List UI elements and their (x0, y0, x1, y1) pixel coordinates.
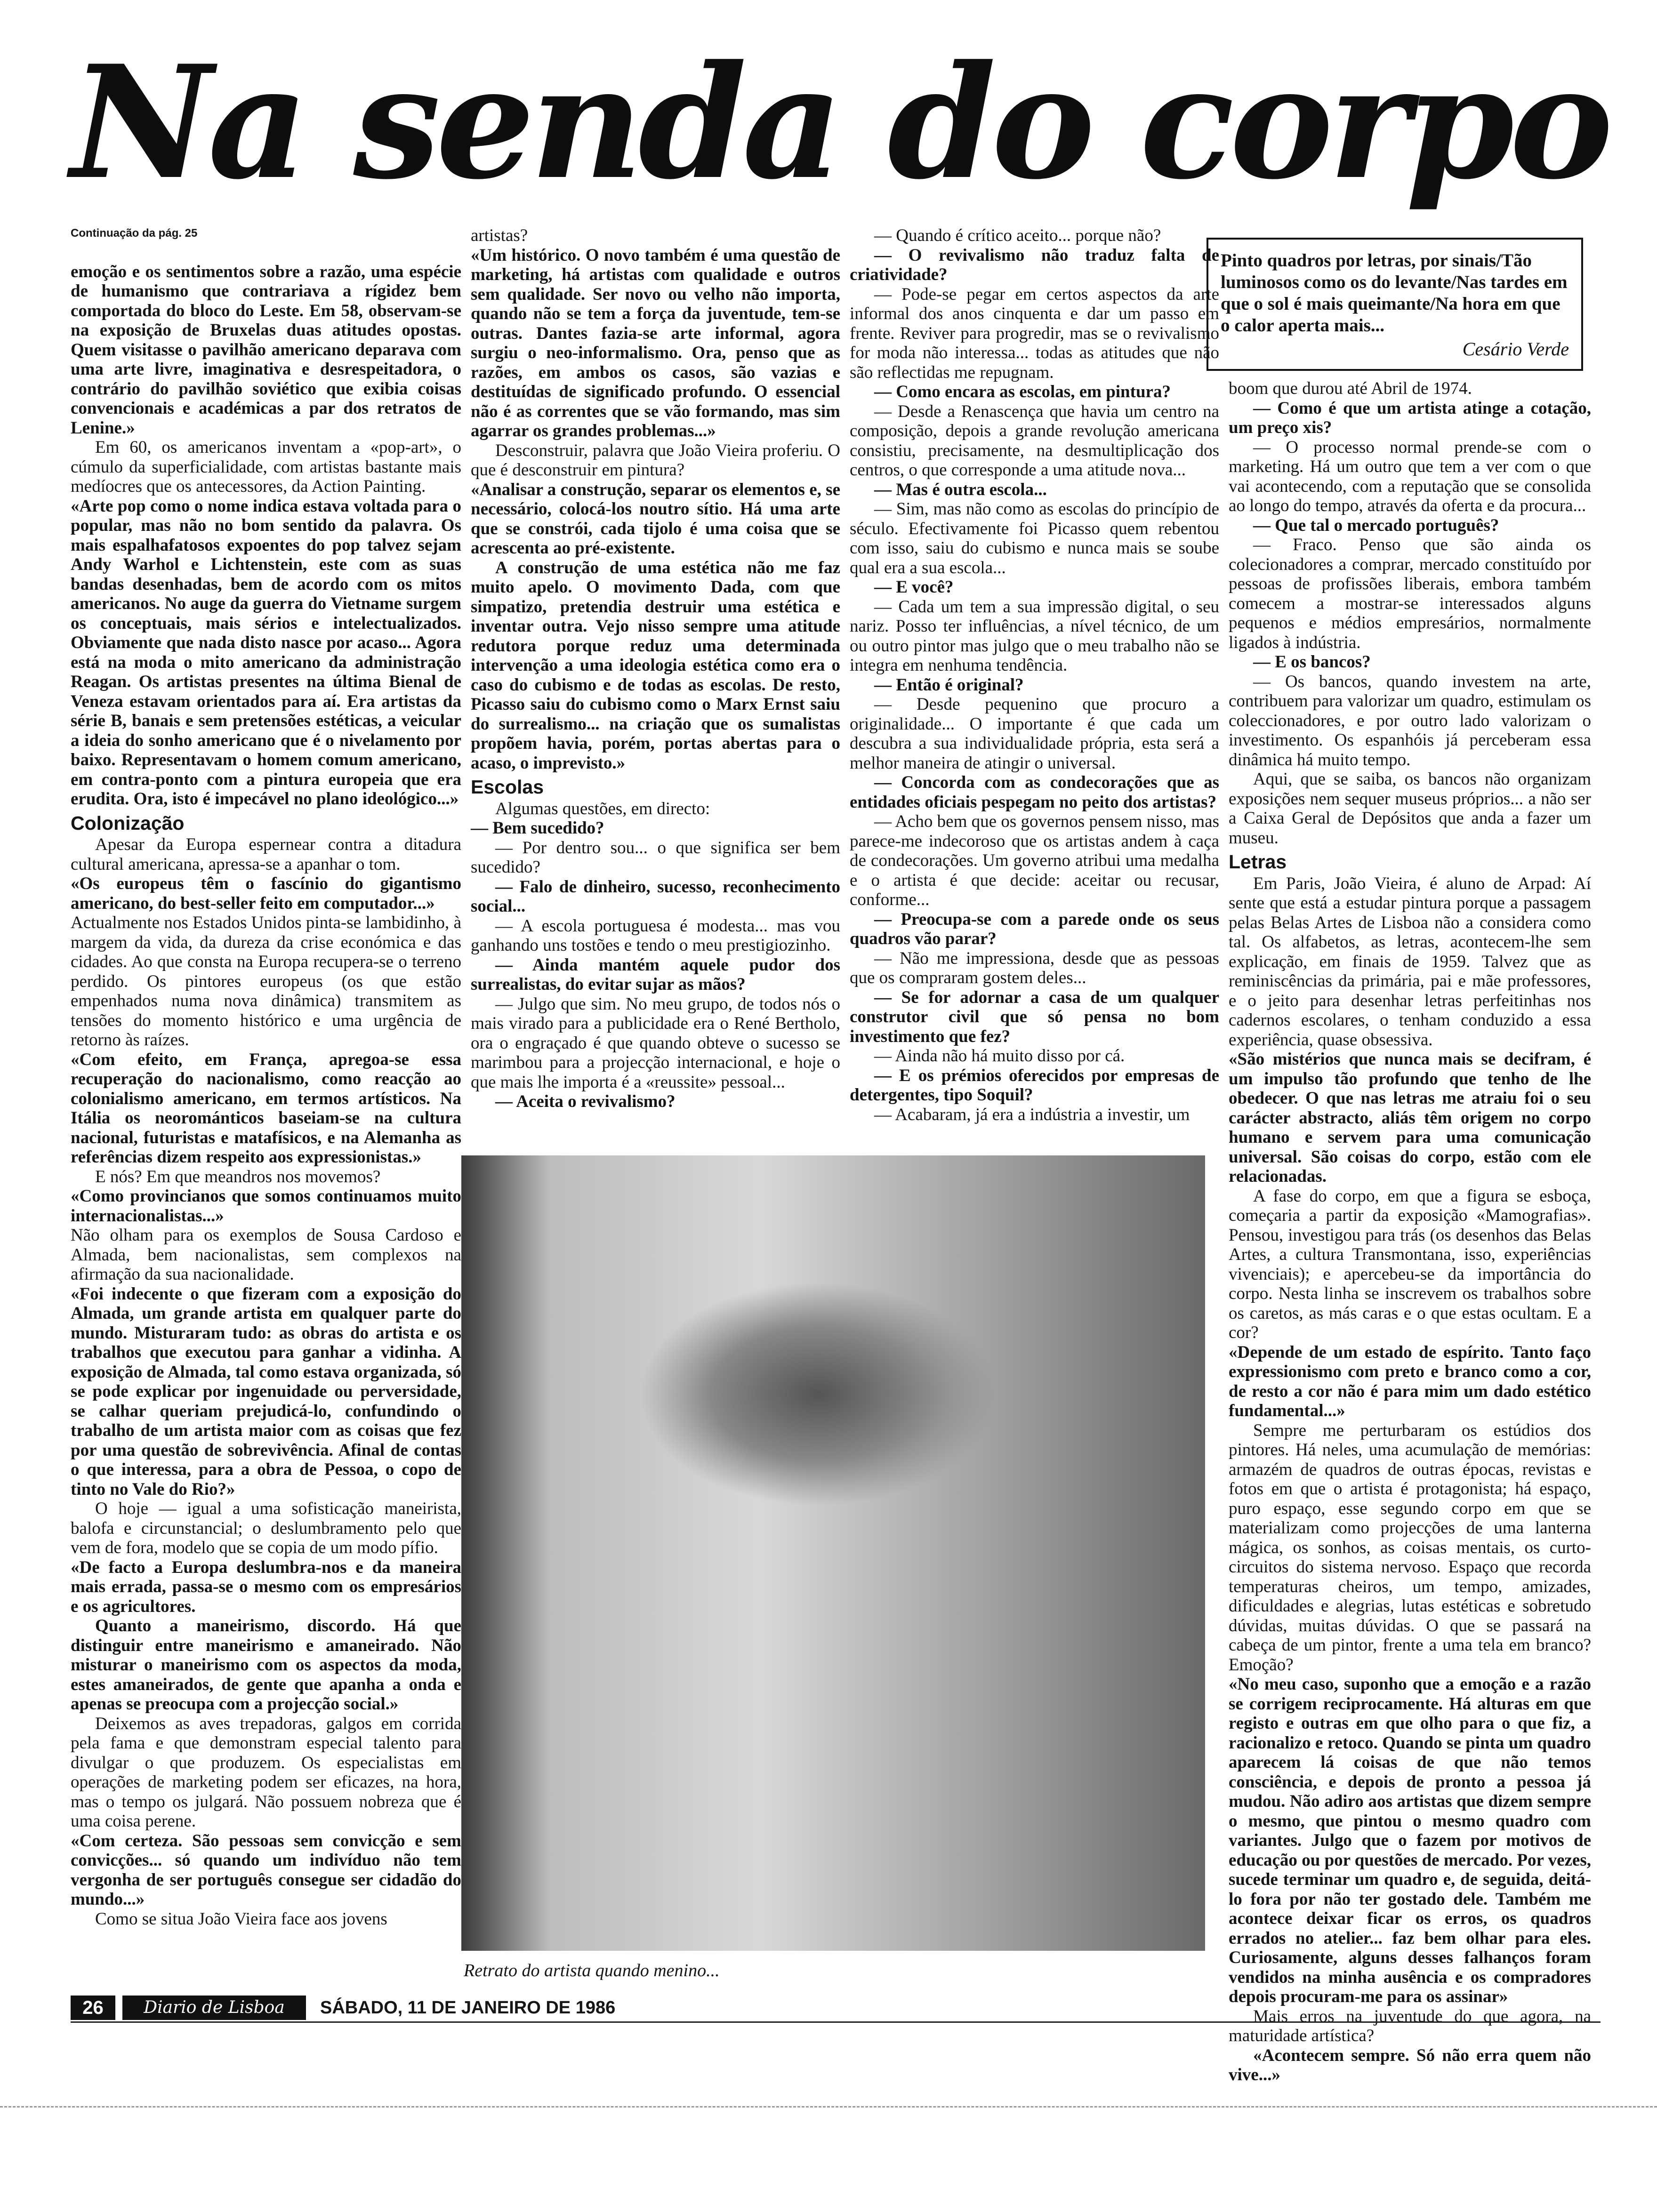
article-paragraph: «Com efeito, em França, apregoa-se essa recuperação do nacionalismo, como reacção ao colonialismo americano, em termos artísticos. Na Itália os neorománticos baseiam-se na cultura nacional, futuristas e matafísicos, e na Alemanha as referências dizem respeito aos expressionistas.» (71, 1050, 461, 1167)
article-paragraph: Actualmente nos Estados Unidos pinta-se lambidinho, à margem da vida, da dureza da crise económica e das cidades. Ao que consta na Europa recupera-se o terreno perdido. Os pintores europeus (os que estão empenhados numa nova dinâmica) transmitem as tensões do momento histórico e uma urgência de retorno às raízes. (71, 913, 461, 1050)
photo-caption: Retrato do artista quando menino... (464, 1961, 720, 1980)
article-paragraph: — O processo normal prende-se com o marketing. Há um outro que tem a ver com o que vai acontecendo, com a reputação que se consolida ao longo do tempo, através da oferta e da procura... (1229, 437, 1591, 515)
article-paragraph: — Cada um tem a sua impressão digital, o seu nariz. Posso ter influências, a nível técnico, de um ou outro pintor mas julgo que o meu trabalho não se integra em nenhuma tendência. (850, 597, 1219, 675)
article-paragraph: emoção e os sentimentos sobre a razão, uma espécie de humanismo que contrariava a rígidez bem comportada do bloco do Leste. Em 58, observam-se na exposição de Bruxelas duas atitudes opostas. Quem visitasse o pavilhão americano deparava com uma arte livre, imaginativa e desrespeitadora, o contrário do pavilhão soviético que exibia coisas convencionais e académicas a par dos retratos de Lenine.» (71, 262, 461, 438)
article-paragraph: — Não me impressiona, desde que as pessoas que os compraram gostem deles... (850, 948, 1219, 987)
artist-childhood-photo (461, 1155, 1205, 1951)
article-paragraph: «No meu caso, suponho que a emoção e a razão se corrigem reciprocamente. Há alturas em que registo e outras em que olho para o que fiz, a racionalizo e retoco. Quando se pinta um quadro aparecem lá coisas de que não temos consciência, e depois de pronto a pessoa já mudou. Não adiro aos artistas que dizem sempre o mesmo, que pintou o mesmo quadro com variantes. Julgo que o fazem por motivos de educação ou por questões de mercado. Por vezes, sucede terminar um quadro e, de seguida, deitá-lo fora por não ter gostado dele. Também me acontece deixar ficar os erros, os quadros errados no atelier... faz bem olhar para eles. Curiosamente, alguns desses falhanços foram vendidos na minha ausência e os compradores depois procuram-me para os assinar» (1229, 1675, 1591, 2006)
article-paragraph: — Preocupa-se com a parede onde os seus quadros vão parar? (850, 909, 1219, 948)
article-paragraph: — Ainda não há muito disso por cá. (874, 1046, 1125, 1066)
article-paragraph: Em Paris, João Vieira, é aluno de Arpad: Aí sente que está a estudar pintura porque a passagem pelas Belas Artes de Lisboa não a considera como tal. Os alfabetos, as letras, acontecem-lhe sem explicação, em finais de 1959. Talvez que as reminiscências da primária, pai e mãe professores, e o jeito para desenhar letras perfeitinhas nos cadernos escolares, o tenham conduzido a essa experiência, quase obsessiva. (1229, 874, 1591, 1050)
bottom-divider (0, 2106, 1657, 2108)
section-heading: Colonização (71, 812, 185, 834)
article-paragraph: — Acho bem que os governos pensem nisso, mas parece-me indecoroso que os artistas andem à caça de condecorações. Um governo atribui uma medalha e o artista é que decide: aceitar ou recusar, conforme... (850, 812, 1219, 909)
article-paragraph: O hoje — igual a uma sofisticação maneirista, balofa e circunstancial; o deslumbramento pelo que vem de fora, modelo que se copia de um modo pífio. (71, 1499, 461, 1557)
article-paragraph: A fase do corpo, em que a figura se esboça, começaria a partir da exposição «Mamografias». Pensou, investigou para trás (os desenhos das Belas Artes, a cultura Transmontana, isso, experiências vivenciais); e apercebeu-se da importância do corpo. Nesta linha se inscrevem os trabalhos sobre os caretos, as más caras e o que estas ocultam. E a cor? (1229, 1186, 1591, 1342)
article-paragraph: artistas? (471, 226, 528, 245)
article-paragraph: A construção de uma estética não me faz muito apelo. O movimento Dada, com que simpatizo, pretendia destruir uma estética e inventar outra. Vejo nisso sempre uma atitude redutora porque reduz uma determinada intervenção a uma ideologia estética como era o caso do cubismo e de todas as escolas. De resto, Picasso saiu do cubismo como o Marx Ernst saiu do surrealismo... na criação que os sumalistas propõem havia, porém, portas abertas para o acaso, o imprevisto.» (471, 558, 840, 773)
article-paragraph: — Se for adornar a casa de um qualquer construtor civil que só pensa no bom investimento que fez? (850, 987, 1219, 1046)
article-paragraph: — Então é original? (874, 675, 1024, 695)
article-paragraph: — Fraco. Penso que são ainda os colecionadores a comprar, mercado constituído por pessoas de profissões liberais, embora também comecem a mostrar-se interessados alguns pequenos e médios empresários, normalmente ligados à indústria. (1229, 535, 1591, 652)
article-paragraph: — A escola portuguesa é modesta... mas vou ganhando uns tostões e tendo o meu prestigiozinho. (471, 916, 840, 955)
article-paragraph: — Desde pequenino que procuro a originalidade... O importante é que cada um descubra a sua individualidade própria, esta será a melhor maneira de atingir o universal. (850, 695, 1219, 773)
article-paragraph: Quanto a maneirismo, discordo. Há que distinguir entre maneirismo e amaneirado. Não misturar o maneirismo com os aspectos da moda, estes amaneirados, de gente que apanha a onda e apenas se preocupa com a projecção social.» (71, 1616, 461, 1714)
article-paragraph: Algumas questões, em directo: (495, 799, 710, 818)
quote-text: Pinto quadros por letras, por sinais/Tão luminosos como os do levante/Nas tardes em que o sol é mais queimante/Na hora em que o calor aperta mais... (1221, 250, 1568, 336)
newspaper-masthead: Diario de Lisboa (122, 1996, 306, 2020)
article-column-1 (71, 224, 461, 1953)
article-paragraph: — Mas é outra escola... (874, 480, 1047, 499)
article-paragraph: Desconstruir, palavra que João Vieira proferiu. O que é desconstruir em pintura? (471, 441, 840, 480)
section-heading: Letras (1229, 851, 1287, 873)
continuation-note: Continuação da pág. 25 (71, 227, 198, 240)
page-footer (71, 1996, 1601, 2023)
article-paragraph: E nós? Em que meandros nos movemos? (95, 1167, 381, 1186)
article-paragraph: — E você? (874, 577, 954, 597)
article-paragraph: «São mistérios que nunca mais se decifram, é um impulso tão profundo que tenho de lhe obedecer. O que nas letras me atraiu foi o seu carácter abstracto, aliás têm origem no corpo humano e servem para uma comunicação universal. São coisas do corpo, estão com ele relacionadas. (1229, 1050, 1591, 1186)
article-paragraph: — Quando é crítico aceito... porque não? (874, 226, 1161, 245)
quote-box (1207, 238, 1583, 371)
article-paragraph: Em 60, os americanos inventam a «pop-art», o cúmulo da superficialidade, com artistas bastante mais medíocres que os antecessores, da Action Painting. (71, 438, 461, 496)
article-paragraph: — E os bancos? (1253, 652, 1371, 672)
article-paragraph: — E os prémios oferecidos por empresas de detergentes, tipo Soquil? (850, 1066, 1219, 1105)
article-paragraph: — Desde a Renascença que havia um centro na composição, depois a grande revolução americana consistiu, precisamente, na desmultiplicação dos centros, o que corresponde a uma atitude nova... (850, 401, 1219, 480)
article-paragraph: «Os europeus têm o fascínio do gigantismo americano, do best-seller feito em computador...» (71, 874, 461, 913)
article-paragraph: «De facto a Europa deslumbra-nos e da maneira mais errada, passa-se o mesmo com os empresários e os agricultores. (71, 1557, 461, 1616)
article-column-4 (1229, 379, 1591, 2084)
article-paragraph: — O revivalismo não traduz falta de criatividade? (850, 245, 1219, 284)
article-paragraph: «Acontecem sempre. Só não erra quem não vive...» (1229, 2045, 1591, 2084)
article-paragraph: — Sim, mas não como as escolas do princípio de século. Efectivamente foi Picasso quem rebentou com isso, saiu do cubismo e nunca mais se soube qual era a sua escola... (850, 499, 1219, 577)
article-paragraph: Aqui, que se saiba, os bancos não organizam exposições nem sequer museus próprios... a não ser a Caixa Geral de Depósitos que anda a fazer um museu. (1229, 769, 1591, 848)
article-paragraph: — Acabaram, já era a indústria a investir, um (874, 1105, 1190, 1124)
page-number: 26 (71, 1996, 115, 2020)
article-paragraph: «Depende de um estado de espírito. Tanto faço expressionismo com preto e branco como a cor, de resto a cor não é para mim um dado estético fundamental...» (1229, 1342, 1591, 1420)
article-paragraph: boom que durou até Abril de 1974. (1229, 379, 1472, 398)
article-paragraph: Sempre me perturbaram os estúdios dos pintores. Há neles, uma acumulação de memórias: armazém de quadros de outras épocas, revistas e fotos em que o artista é protagonista; há espaço, puro espaço, esse segundo corpo em que se materializam como projecções de uma lanterna mágica, os sonhos, as coisas mentais, os curto-circuitos do sistema nervoso. Espaço que recorda temperaturas cheiros, um tempo, amizades, dificuldades e alegrias, lutas estéticas e sobretudo dúvidas, muitas dúvidas. O que se passará na cabeça de um pintor, frente a uma tela em branco? Emoção? (1229, 1420, 1591, 1675)
article-paragraph: — Os bancos, quando investem na arte, contribuem para valorizar um quadro, estimulam os coleccionadores, e por outro lado valorizam o investimento. Os espanhóis já perceberam essa dinâmica há muito tempo. (1229, 672, 1591, 769)
headline: Na senda do corpo (71, 31, 1609, 214)
article-paragraph: Apesar da Europa espernear contra a ditadura cultural americana, apressa-se a apanhar o tom. (71, 835, 461, 874)
article-paragraph: «Analisar a construção, separar os elementos e, se necessário, colocá-los noutro sítio. Há uma arte que se constrói, cada tijolo é uma coisa que se acrescenta ao pré-existente. (471, 480, 840, 558)
article-paragraph: Como se situa João Vieira face aos jovens (95, 1909, 387, 1929)
article-paragraph: — Por dentro sou... o que significa ser bem sucedido? (471, 838, 840, 877)
article-column-3 (850, 226, 1219, 1148)
issue-date: SÁBADO, 11 DE JANEIRO DE 1986 (320, 1998, 616, 2018)
article-paragraph: «Foi indecente o que fizeram com a exposição do Almada, um grande artista em qualquer parte do mundo. Misturaram tudo: as obras do artista e os trabalhos que executou para ganhar a vidinha. A exposição de Almada, tal como estava organizada, só se pode explicar por ingenuidade ou perversidade, se calhar queriam prejudicá-lo, confundindo o trabalho de um artista maior com as coisas que fez por uma questão de sobrevivência. Afinal de contas o que interessa, para a obra de Pessoa, o copo de tinto no Vale do Rio?» (71, 1284, 461, 1499)
article-paragraph: Não olham para os exemplos de Sousa Cardoso e Almada, bem nacionalistas, sem complexos na afirmação da sua nacionalidade. (71, 1226, 461, 1284)
article-paragraph: «Como provincianos que somos continuamos muito internacionalistas...» (71, 1186, 461, 1226)
article-paragraph: — Como é que um artista atinge a cotação, um preço xis? (1229, 398, 1591, 437)
article-paragraph: Deixemos as aves trepadoras, galgos em corrida pela fama e que demonstram especial talento para divulgar o que produzem. Os especialistas em operações de marketing podem ser eficazes, na hora, mas o tempo os julgará. Não possuem nobreza que é uma coisa perene. (71, 1714, 461, 1831)
article-paragraph: — Aceita o revivalismo? (495, 1092, 676, 1111)
article-paragraph: «Com certeza. São pessoas sem convicção e sem convicções... só quando um indivíduo não tem vergonha de ser português consegue ser cidadão do mundo...» (71, 1831, 461, 1909)
article-paragraph: Mais erros na juventude do que agora, na maturidade artística? (1229, 2006, 1591, 2045)
article-paragraph: — Bem sucedido? (471, 818, 604, 838)
article-paragraph: — Falo de dinheiro, sucesso, reconhecimento social... (471, 877, 840, 916)
article-paragraph: «Arte pop como o nome indica estava voltada para o popular, mas não no bom sentido da palavra. Os mais espalhafatosos expoentes do pop talvez sejam Andy Warhol e Lichtenstein, este com as suas bandas desenhadas, bem de acordo com os mitos americanos. No auge da guerra do Vietname surgem os conceptuais, mais sérios e intelectualizados. Obviamente que nada disto nasce por acaso... Agora está na moda o mito americano da administração Reagan. Os artistas presentes na última Bienal de Veneza estavam orientados para aí. Era artistas da série B, banais e sem pretensões estéticas, a veicular a ideia do sonho americano que é o nivelamento por baixo. Representavam o homem comum americano, em contra-ponto com a pintura europeia que era erudita. Ora, isto é impecável no plano ideológico...» (71, 496, 461, 809)
quote-author: Cesário Verde (1462, 338, 1569, 360)
article-paragraph: — Pode-se pegar em certos aspectos da arte informal dos anos cinquenta e dar um passo em frente. Reviver para progredir, mas se o revivalismo for moda não interessa... todas as atitudes que não são reflectidas me repugnam. (850, 284, 1219, 382)
article-paragraph: — Que tal o mercado português? (1253, 515, 1499, 535)
article-paragraph: — Ainda mantém aquele pudor dos surrealistas, do evitar sujar as mãos? (471, 955, 840, 994)
article-paragraph: «Um histórico. O novo também é uma questão de marketing, há artistas com qualidade e outros sem qualidade. Ser novo ou velho não importa, quando não se tem a força da juventude, tem-se outras. Dantes fazia-se arte informal, agora surgiu o neo-informalismo. Ora, penso que as razões, em ambos os casos, são vazias e destituídas de significado profundo. O essencial não é as correntes que se vão formando, mas sim agarrar os grandes problemas...» (471, 245, 840, 441)
article-column-2 (471, 226, 840, 1148)
section-heading: Escolas (471, 776, 544, 798)
article-paragraph: — Julgo que sim. No meu grupo, de todos nós o mais virado para a publicidade era o René Bertholo, ora o engraçado é que quando obteve o sucesso se marimbou para a projecção internacional, e hoje o que mais lhe importa é a «reussite» pessoal... (471, 994, 840, 1092)
article-paragraph: — Como encara as escolas, em pintura? (874, 382, 1171, 401)
article-paragraph: — Concorda com as condecorações que as entidades oficiais pespegam no peito dos artistas? (850, 773, 1219, 812)
